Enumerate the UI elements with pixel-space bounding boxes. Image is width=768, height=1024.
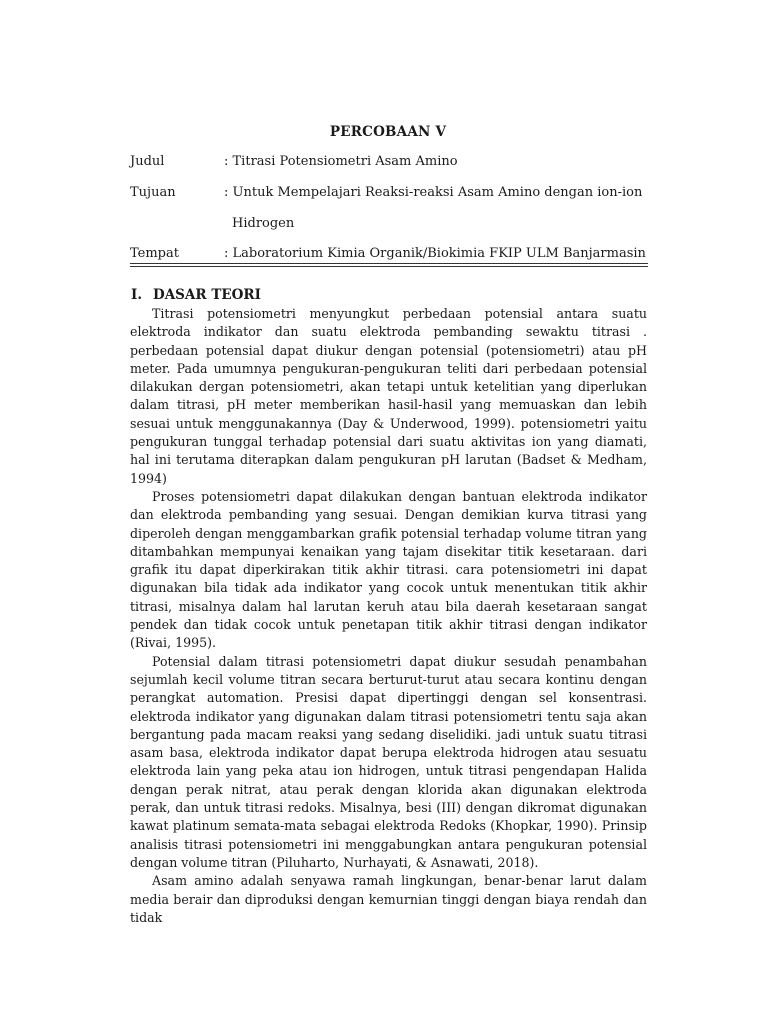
meta-value: : Laboratorium Kimia Organik/Biokimia FKIP ULM Banjarmasin: [224, 246, 646, 261]
section-title: DASAR TEORI: [153, 287, 261, 303]
document-title: PERCOBAAN V: [329, 124, 447, 140]
meta-label: Tempat: [130, 246, 179, 261]
header-rule-bottom: [130, 266, 648, 267]
paragraph: Proses potensiometri dapat dilakukan dengan bantuan elektroda indikator dan elektroda pembanding yang sesuai. Dengan demikian kurva titrasi yang diperoleh dengan menggambarkan grafik potensial terhadap volume titran yang ditambahkan mempunyai kenaikan yang tajam disekitar titik kesetaraan. dari grafik itu dapat diperkirakan titik akhir titrasi. cara potensiometri ini dapat digunakan bila tidak ada indikator yang cocok untuk menentukan titik akhir titrasi, misalnya dalam hal larutan keruh atau bila daerah kesetaraan sangat pendek dan tidak cocok untuk penetapan titik akhir titrasi dengan indikator (Rivai, 1995).: [130, 488, 647, 651]
meta-value: : Titrasi Potensiometri Asam Amino: [224, 154, 458, 169]
body-text: [130, 305, 647, 927]
paragraph: Asam amino adalah senyawa ramah lingkungan, benar-benar larut dalam media berair dan diproduksi dengan kemurnian tinggi dengan biaya rendah dan tidak: [130, 873, 647, 925]
paragraph: Titrasi potensiometri menyungkut perbedaan potensial antara suatu elektroda indikator dan suatu elektroda pembanding sewaktu titrasi . perbedaan potensial dapat diukur dengan potensial (potensiometri) atau pH meter. Pada umumnya pengukuran-pengukuran teliti dari perbedaan potensial dilakukan dergan potensiometri, akan tetapi untuk ketelitian yang diperlukan dalam titrasi, pH meter memberikan hasil-hasil yang memuaskan dan lebih sesuai untuk menggunakannya (Day & Underwood, 1999). potensiometri yaitu pengukuran tunggal terhadap potensial dari suatu aktivitas ion yang diamati, hal ini terutama diterapkan dalam pengukuran pH larutan (Badset & Medham, 1994): [130, 306, 647, 486]
meta-label: Tujuan: [130, 185, 176, 200]
section-heading: [131, 287, 261, 303]
meta-label: Judul: [130, 154, 165, 169]
section-number: I.: [131, 287, 143, 303]
meta-value-continuation: Hidrogen: [232, 216, 295, 231]
header-rule-top: [130, 263, 648, 264]
meta-value: : Untuk Mempelajari Reaksi-reaksi Asam Amino dengan ion-ion: [224, 185, 643, 200]
paragraph: Potensial dalam titrasi potensiometri dapat diukur sesudah penambahan sejumlah kecil volume titran secara berturut-turut atau secara kontinu dengan perangkat automation. Presisi dapat dipertinggi dengan sel konsentrasi. elektroda indikator yang digunakan dalam titrasi potensiometri tentu saja akan bergantung pada macam reaksi yang sedang diselidiki. jadi untuk suatu titrasi asam basa, elektroda indikator dapat berupa elektroda hidrogen atau sesuatu elektroda lain yang peka atau ion hidrogen, untuk titrasi pengendapan Halida dengan perak nitrat, atau perak dengan klorida akan digunakan elektroda perak, dan untuk titrasi redoks. Misalnya, besi (III) dengan dikromat digunakan kawat platinum semata-mata sebagai elektroda Redoks (Khopkar, 1990). Prinsip analisis titrasi potensiometri ini menggabungkan antara pengukuran potensial dengan volume titran (Piluharto, Nurhayati, & Asnawati, 2018).: [130, 653, 647, 870]
